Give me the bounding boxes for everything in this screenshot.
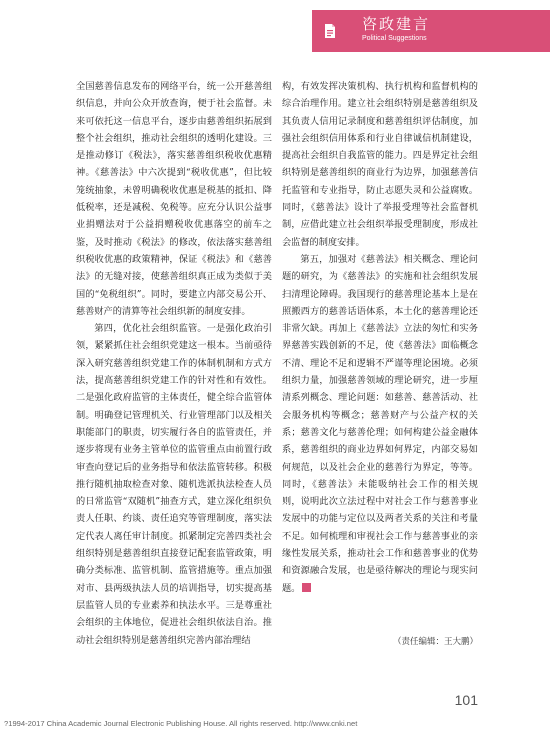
right-text-column bbox=[282, 78, 478, 598]
page-number: 101 bbox=[454, 692, 478, 708]
paragraph-text: 第五，加强对《慈善法》相关概念、理论问题的研究，为《慈善法》的实施和社会组织发展扫清理论障碍。我国现行的慈善理论基本上是在照搬西方的慈善话语体系，本土化的慈善理论还非常欠缺。再加上《慈善法》立法的匆忙和实务界慈善实践创新的不足，使《慈善法》面临概念不清、理论不足和逻辑不严谨等理论困境。必须组织力量，加强慈善领域的理论研究，进一步厘清系列概念、理论问题：如慈善、慈善活动、社会服务机构等概念；慈善财产与公益产权的关系；慈善文化与慈善伦理；如何构建公益金融体系，慈善组织的商业边界如何界定，内部交易如何规范，以及社会企业的慈善行为界定，等等。同时，《慈善法》未能吸纳社会工作的相关规则，说明此次立法过程中对社会工作与慈善事业发展中的功能与定位以及两者关系的关注和考量不足。如何梳理和审视社会工作与慈善事业的亲缘性发展关系，推动社会工作和慈善事业的优势和资源融合发展，也是亟待解决的理论与现实问题。 bbox=[282, 253, 478, 594]
paragraph bbox=[282, 251, 478, 597]
paragraph: 构，有效发挥决策机构、执行机构和监督机构的综合治理作用。建立社会组织特别是慈善组织及其负责人信用记录制度和慈善组织评估制度，加强社会组织信用体系和行业自律诚信机制建设，提高社会组织自我监管的能力。四是界定社会组织特别是慈善组织的商业行为边界，加强慈善信托监管和专业指导，防止志愿失灵和公益腐败。同时，《慈善法》设计了举报受理等社会监督机制，应借此建立社会组织举报受理制度，形成社会监督的制度安排。 bbox=[282, 81, 478, 248]
paragraph: 第四，优化社会组织监管。一是强化政治引领，紧紧抓住社会组织党建这一根本。当前亟待深入研究慈善组织党建工作的体制机制和方式方法，提高慈善组织党建工作的针对性和有效性。二是强化政府监管的主体责任，健全综合监管体制。明确登记管理机关、行业管理部门以及相关职能部门的职责，切实履行各自的监管责任，并逐步将现有业务主管单位的监管重点由前置行政审查向登记后的业务指导和依法监管转移。积极推行随机抽取检查对象、随机选派执法检查人员的日常监管“双随机”抽查方式，建立深化组织负责人任职、约谈、责任追究等管理制度，落实法定代表人离任审计制度。抓紧制定完善四类社会组织特别是慈善组织直接登记配套监管政策，明确分类标准、监管机制、监管措施等。重点加强对市、县两级执法人员的培训指导，切实提高基层监管人员的专业素养和执法水平。三是尊重社会组织的主体地位，促进社会组织依法自治。推动社会组织特别是慈善组织完善内部治理结 bbox=[76, 323, 272, 646]
left-text-column bbox=[76, 78, 272, 646]
document-icon bbox=[322, 23, 338, 39]
copyright-footer: ?1994-2017 China Academic Journal Electronic Publishing House. All rights reserved. http://www.cnki.net bbox=[4, 719, 358, 728]
paragraph: 全国慈善信息发布的网络平台，统一公开慈善组织信息，并向公众开放查询，便于社会监督。未来可依托这一信息平台，逐步由慈善组织拓展到整个社会组织，推动社会组织的透明化建设。三是推动修订《税法》，落实慈善组织税收优惠精神。《慈善法》中六次提到“税收优惠”，但比较笼统抽象，未曾明确税收优惠是税基的抵扣、降低税率，还是减税、免税等。应充分认识公益事业捐赠法对于公益捐赠税收优惠落空的前车之鉴，及时推动《税法》的修改，依法落实慈善组织税收优惠的政策精神，保证《税法》和《慈善法》的无缝对接，使慈善组织真正成为类似于美国的“免税组织”。同时，要建立内部交易公开、慈善财产的清算等社会组织新的制度安排。 bbox=[76, 81, 272, 317]
section-header-band bbox=[312, 10, 550, 52]
section-subtitle: Political Suggestions bbox=[362, 35, 427, 42]
section-title: 咨政建言 bbox=[362, 15, 431, 33]
article-end-mark-icon bbox=[302, 583, 311, 592]
editor-note: （责任编辑：王大鹏） bbox=[392, 637, 478, 647]
